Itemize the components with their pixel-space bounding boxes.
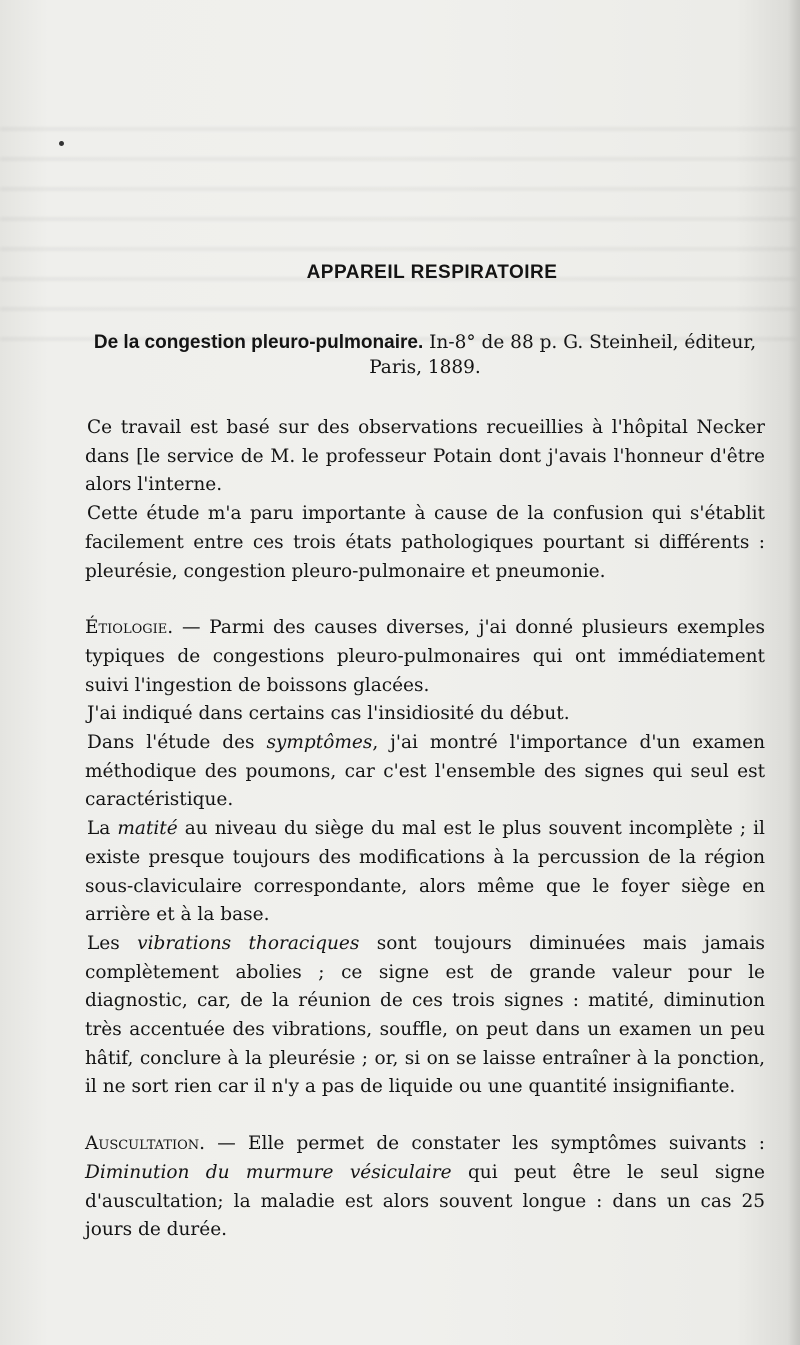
paragraph-symptomes <box>85 729 765 815</box>
paragraph-2-text: Cette étude m'a paru importante à cause de la confusion qui s'établit facilement entre ces trois états pathologiques pourtant si différents : pleurésie, congestion pleuro-pulmonaire et pneumonie. <box>85 503 765 582</box>
section-title: APPAREIL RESPIRATOIRE <box>306 262 558 283</box>
matite-term: matité <box>117 818 178 840</box>
vibrations-text-a: Les <box>87 932 138 954</box>
symptomes-term: symptômes <box>266 732 373 754</box>
etiologie-heading: Étiologie. <box>85 617 174 639</box>
etiologie-text: — Parmi des causes diverses, j'ai donné plusieurs exemples typiques de congestions pleuro-pulmonaires qui ont immédiatement suivi l'ingestion de boissons glacées. <box>85 617 765 696</box>
auscultation-text-a: — Elle permet de constater les symptômes suivants : <box>205 1133 765 1155</box>
citation <box>85 330 765 380</box>
ink-dot <box>59 141 64 146</box>
paragraph-gap <box>85 586 765 614</box>
symptomes-text-b: , j'ai montré l'importance d'un examen méthodique des poumons, car c'est l'ensemble des signes qui seul est caractéristique. <box>85 732 765 811</box>
symptomes-text-a: Dans l'étude des <box>87 732 267 754</box>
auscultation-text-b: qui peut être le seul signe d'auscultation; la maladie est alors souvent longue : dans un cas 25 jours de durée. <box>85 1161 765 1241</box>
matite-text-b: au niveau du siège du mal est le plus souvent incomplète ; il existe presque toujours des modifications à la percussion de la région sous-claviculaire correspondante, alors même que le foyer siège en arrière et à la base. <box>85 818 765 926</box>
paragraph-vibrations <box>85 930 765 1102</box>
page-content <box>85 262 765 1245</box>
paragraph-auscultation <box>85 1130 765 1245</box>
matite-text-a: La <box>87 818 118 840</box>
paragraph-gap <box>85 1102 765 1130</box>
paragraph-2 <box>85 500 765 586</box>
paragraph-1 <box>85 414 765 500</box>
vibrations-term: vibrations thoraciques <box>137 932 360 954</box>
paragraph-4 <box>85 700 765 729</box>
citation-title: De la congestion pleuro-pulmonaire. <box>93 332 424 353</box>
scan-edge <box>788 0 800 1345</box>
paragraph-1-text: Ce travail est basé sur des observations recueillies à l'hôpital Necker dans [le service de M. le professeur Potain dont j'avais l'honneur d'être alors l'interne. <box>85 417 765 496</box>
auscultation-heading: Auscultation. <box>85 1133 206 1155</box>
citation-details: In-8° de 88 p. G. Steinheil, éditeur, Paris, 1889. <box>369 332 757 378</box>
paragraph-matite <box>85 815 765 930</box>
paragraph-4-text: J'ai indiqué dans certains cas l'insidiosité du début. <box>87 703 570 725</box>
vibrations-text-b: sont toujours diminuées mais jamais complètement abolies ; ce signe est de grande valeur pour le diagnostic, car, de la réunion de ces trois signes : matité, diminution très accentuée des vibrations, souffle, on peut dans un examen un peu hâtif, conclure à la pleurésie ; or, si on se laisse entraîner à la ponction, il ne sort rien car il n'y a pas de liquide ou une quantité insignifiante. <box>85 932 766 1098</box>
paragraph-etiologie <box>85 614 765 700</box>
auscultation-term: Diminution du murmure vésiculaire <box>85 1161 452 1183</box>
